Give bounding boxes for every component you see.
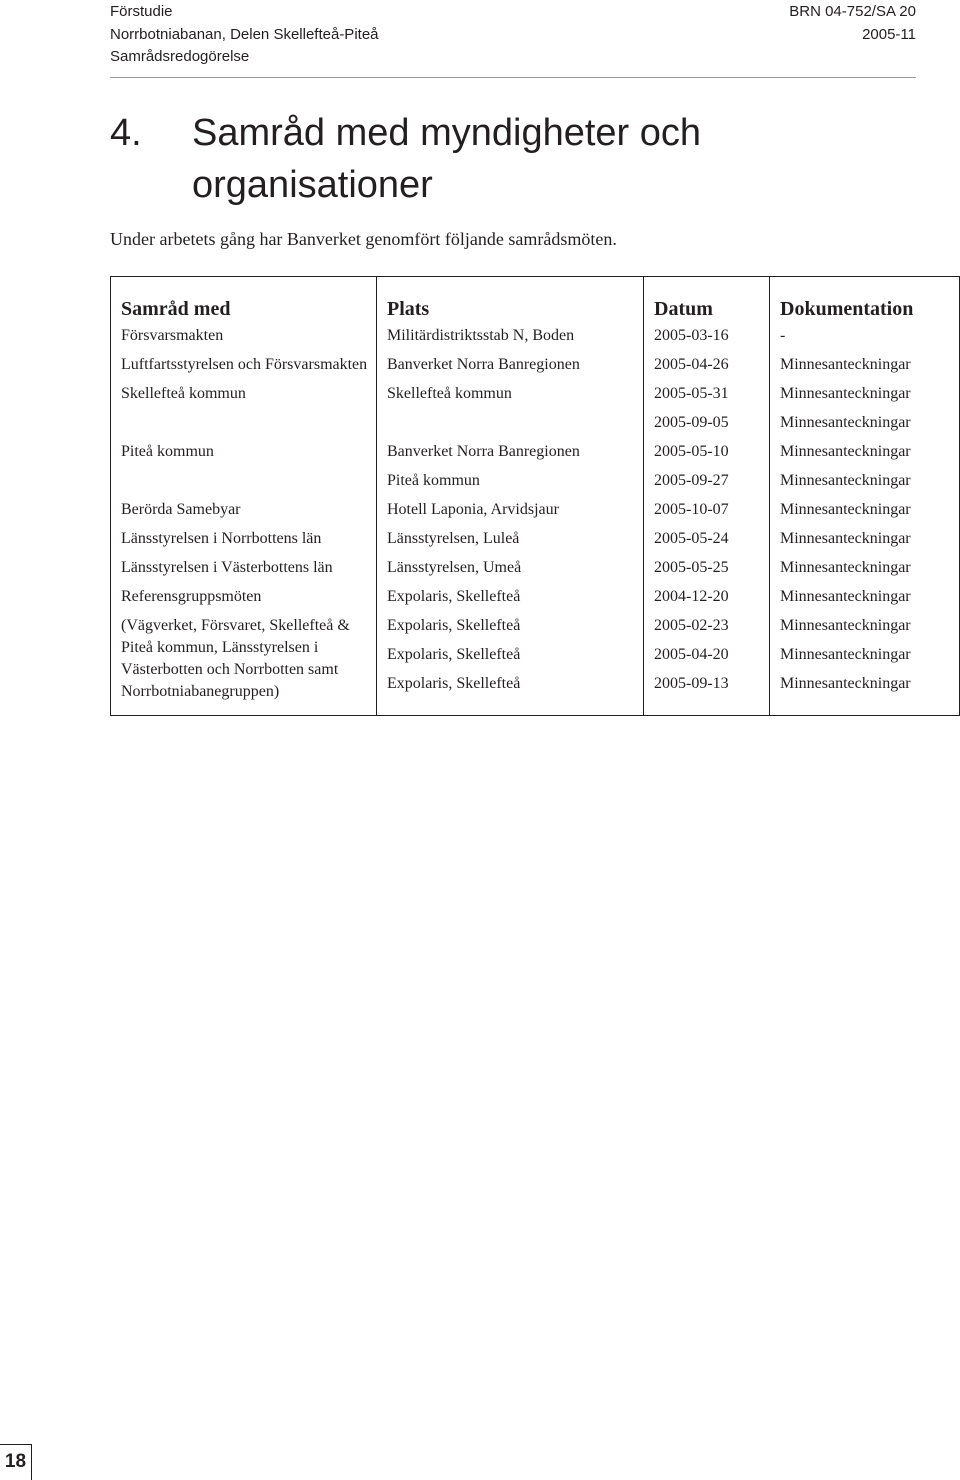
cell-samrad: Skellefteå kommun (111, 379, 377, 437)
cell-samrad: Referensgruppsmöten (111, 582, 377, 611)
dok-entry: - (780, 327, 786, 344)
header-reference: BRN 04-752/SA 20 (789, 3, 916, 20)
cell-plats (377, 321, 644, 350)
dok-entry: Minnesanteckningar (780, 414, 911, 431)
plats-entry: Länsstyrelsen, Luleå (387, 530, 520, 547)
datum-entry: 2005-09-13 (654, 675, 729, 692)
cell-datum (644, 350, 770, 379)
table-row (111, 553, 960, 582)
datum-entry: 2005-09-27 (654, 472, 729, 489)
table-header-row (111, 277, 960, 322)
cell-datum (644, 379, 770, 437)
header-project: Norrbotniabanan, Delen Skellefteå-Piteå (110, 25, 379, 43)
dok-entry: Minnesanteckningar (780, 356, 911, 373)
header-date: 2005-11 (862, 25, 916, 43)
dok-entry: Minnesanteckningar (780, 385, 911, 402)
datum-entry: 2004-12-20 (654, 588, 729, 605)
cell-dokumentation (770, 495, 960, 524)
cell-plats (377, 611, 644, 716)
cell-dokumentation (770, 611, 960, 716)
cell-datum (644, 321, 770, 350)
header-report: Samrådsredogörelse (110, 48, 250, 65)
cell-datum (644, 495, 770, 524)
cell-dokumentation (770, 582, 960, 611)
header-samrad-med: Samråd med (111, 277, 377, 322)
cell-plats (377, 495, 644, 524)
cell-dokumentation (770, 553, 960, 582)
plats-entry: Banverket Norra Banregionen (387, 356, 580, 373)
plats-entry: Länsstyrelsen, Umeå (387, 559, 522, 576)
datum-entry: 2005-05-31 (654, 385, 729, 402)
cell-samrad: Länsstyrelsen i Västerbottens län (111, 553, 377, 582)
intro-paragraph: Under arbetets gång har Banverket genomfört följande samrådsmöten. (110, 229, 617, 249)
dok-entry: Minnesanteckningar (780, 617, 911, 634)
table-row (111, 495, 960, 524)
plats-entry: Expolaris, Skellefteå (387, 617, 521, 634)
plats-entry: Expolaris, Skellefteå (387, 675, 521, 692)
section-title-line2: organisationer (192, 164, 433, 206)
datum-entry: 2005-03-16 (654, 327, 729, 344)
cell-datum (644, 582, 770, 611)
cell-datum (644, 553, 770, 582)
plats-entry: Skellefteå kommun (387, 385, 512, 402)
datum-entry: 2005-09-05 (654, 414, 729, 431)
section-number: 4. (110, 112, 142, 154)
cell-plats (377, 553, 644, 582)
cell-dokumentation (770, 524, 960, 553)
table-row (111, 350, 960, 379)
datum-entry: 2005-04-26 (654, 356, 729, 373)
dok-entry: Minnesanteckningar (780, 501, 911, 518)
cell-datum (644, 611, 770, 716)
cell-samrad: Berörda Samebyar (111, 495, 377, 524)
page-header (110, 0, 916, 78)
cell-samrad: Försvarsmakten (111, 321, 377, 350)
cell-dokumentation (770, 321, 960, 350)
datum-entry: 2005-05-24 (654, 530, 729, 547)
header-plats: Plats (377, 277, 644, 322)
cell-dokumentation (770, 379, 960, 437)
cell-plats (377, 379, 644, 437)
datum-entry: 2005-10-07 (654, 501, 729, 518)
section-title-line1: Samråd med myndigheter och (192, 112, 702, 154)
section-title (110, 107, 701, 211)
plats-entry: Hotell Laponia, Arvidsjaur (387, 501, 559, 518)
cell-samrad: Länsstyrelsen i Norrbottens län (111, 524, 377, 553)
header-dokumentation: Dokumentation (770, 277, 960, 322)
cell-datum (644, 524, 770, 553)
dok-entry: Minnesanteckningar (780, 443, 911, 460)
table-row (111, 582, 960, 611)
header-right (789, 1, 916, 46)
plats-entry: Piteå kommun (387, 472, 480, 489)
plats-entry: Banverket Norra Banregionen (387, 443, 580, 460)
header-left (110, 1, 379, 69)
cell-plats (377, 524, 644, 553)
cell-plats (377, 350, 644, 379)
table-row (111, 321, 960, 350)
plats-entry: Expolaris, Skellefteå (387, 588, 521, 605)
header-doc-type: Förstudie (110, 3, 173, 20)
table-row (111, 611, 960, 716)
dok-entry: Minnesanteckningar (780, 472, 911, 489)
cell-samrad: Piteå kommun (111, 437, 377, 495)
datum-entry: 2005-04-20 (654, 646, 729, 663)
dok-entry: Minnesanteckningar (780, 559, 911, 576)
dok-entry: Minnesanteckningar (780, 675, 911, 692)
plats-entry: Militärdistriktsstab N, Boden (387, 327, 575, 344)
dok-entry: Minnesanteckningar (780, 646, 911, 663)
header-datum: Datum (644, 277, 770, 322)
cell-plats (377, 437, 644, 495)
datum-entry: 2005-02-23 (654, 617, 729, 634)
dok-entry: Minnesanteckningar (780, 588, 911, 605)
cell-plats (377, 582, 644, 611)
cell-dokumentation (770, 350, 960, 379)
cell-samrad: (Vägverket, Försvaret, Skellefteå & Piteå kommun, Länsstyrelsen i Västerbotten och Norrbotten samt Norrbotniabanegruppen) (111, 611, 377, 716)
dok-entry: Minnesanteckningar (780, 530, 911, 547)
table-row (111, 524, 960, 553)
plats-entry: Expolaris, Skellefteå (387, 646, 521, 663)
table-row (111, 437, 960, 495)
table-row (111, 379, 960, 437)
cell-datum (644, 437, 770, 495)
datum-entry: 2005-05-10 (654, 443, 729, 460)
datum-entry: 2005-05-25 (654, 559, 729, 576)
cell-samrad: Luftfartsstyrelsen och Försvarsmakten (111, 350, 377, 379)
page-number: 18 (0, 1444, 32, 1480)
cell-dokumentation (770, 437, 960, 495)
consultation-table (110, 276, 960, 716)
